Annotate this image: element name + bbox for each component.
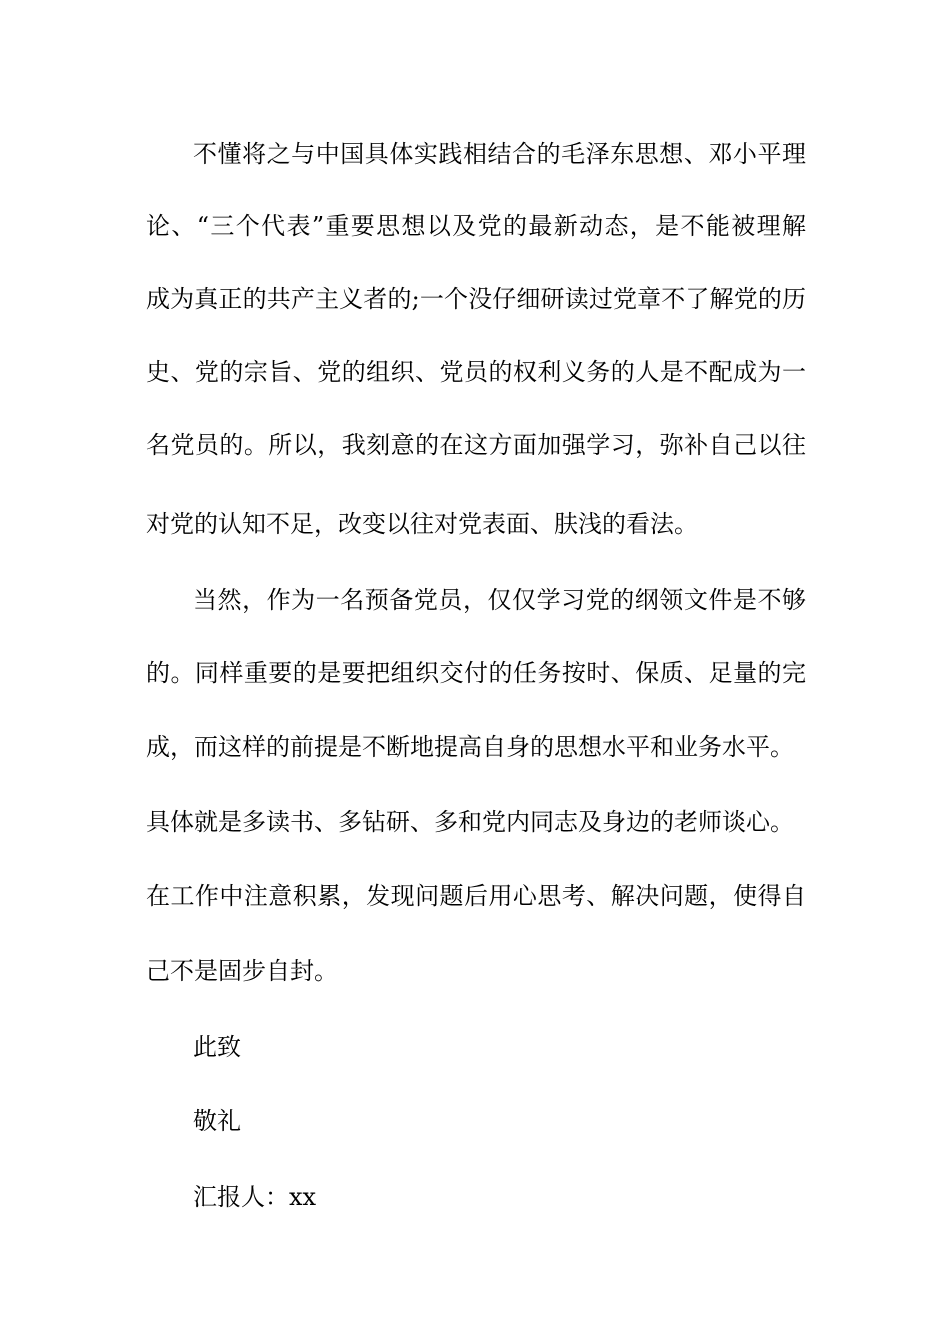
paragraph-1-line-3: 成为真正的共产主义者的;一个没仔细研读过党章不了解党的历 bbox=[146, 285, 806, 313]
paragraph-2-line-5: 在工作中注意积累，发现问题后用心思考、解决问题，使得自 bbox=[146, 882, 806, 910]
closing-salutation: 此致 bbox=[193, 1033, 241, 1061]
paragraph-1-line-5: 名党员的。所以，我刻意的在这方面加强学习，弥补自己以往 bbox=[146, 431, 806, 459]
paragraph-2-line-6: 己不是固步自封。 bbox=[146, 957, 338, 985]
paragraph-1-line-4: 史、党的宗旨、党的组织、党员的权利义务的人是不配成为一 bbox=[146, 358, 806, 386]
paragraph-2-line-3: 成，而这样的前提是不断地提高自身的思想水平和业务水平。 bbox=[146, 733, 794, 761]
paragraph-2-line-2: 的。同样重要的是要把组织交付的任务按时、保质、足量的完 bbox=[146, 659, 806, 687]
reporter-signature: 汇报人：xx bbox=[193, 1183, 317, 1211]
paragraph-2-line-1: 当然，作为一名预备党员，仅仅学习党的纲领文件是不够 bbox=[193, 586, 806, 614]
closing-regards: 敬礼 bbox=[193, 1107, 241, 1135]
paragraph-2-line-4: 具体就是多读书、多钻研、多和党内同志及身边的老师谈心。 bbox=[146, 808, 794, 836]
paragraph-1-line-1: 不懂将之与中国具体实践相结合的毛泽东思想、邓小平理 bbox=[193, 140, 806, 168]
paragraph-1-line-6: 对党的认知不足，改变以往对党表面、肤浅的看法。 bbox=[146, 510, 698, 538]
paragraph-1-line-2: 论、“三个代表”重要思想以及党的最新动态，是不能被理解 bbox=[146, 212, 806, 240]
